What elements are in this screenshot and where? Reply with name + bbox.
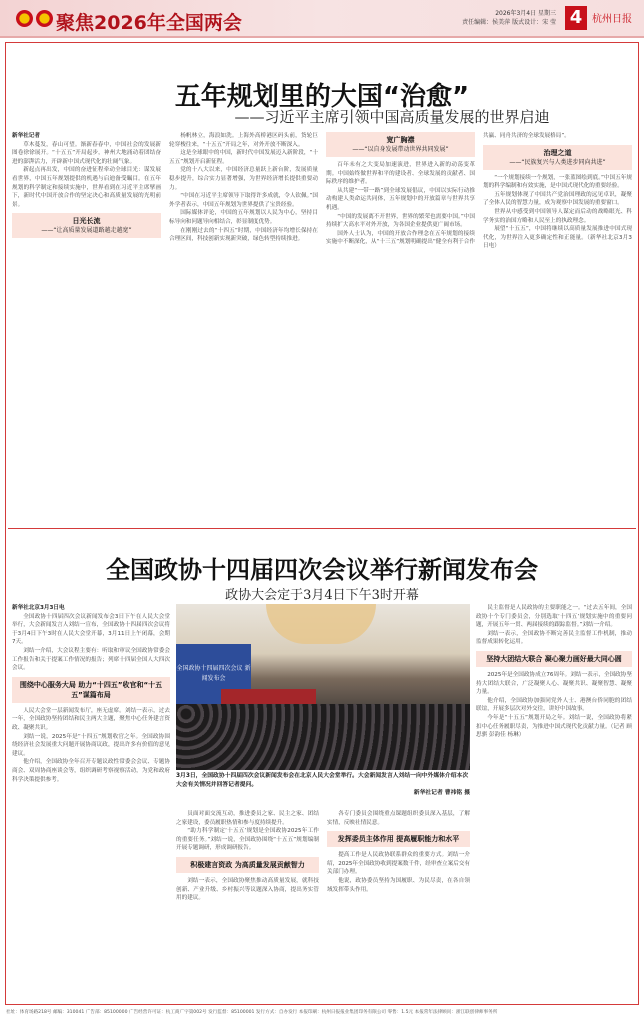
paragraph: 展望“十五五”，中国将继续以高质量发展推进中国式现代化，为世界注入更多确定性和正能量。（新华社北京3月3日电） bbox=[483, 226, 632, 250]
subheading-title: 治理之道 bbox=[543, 148, 572, 157]
subheading-quote: ——“以自身发展带动世界共同发展” bbox=[352, 146, 449, 153]
paragraph: 2025年是全国政协成立76周年。刘结一表示，全国政协坚持大团结大联合，广泛凝聚人心、凝聚共识、凝聚智慧、凝聚力量。 bbox=[476, 671, 632, 696]
paragraph: 提高工作是人民政协联系群众的重要方式。刘结一介绍，2025年全国政协收到提案数千件，经审查立案后交有关部门办理。 bbox=[327, 852, 470, 876]
article2-middle-columns bbox=[176, 810, 470, 1002]
paragraph: 新华社北京3月3日电 bbox=[12, 605, 65, 611]
paragraph: 百年未有之大变局加速演进，世界进入新的动荡变革期。中国始终做世界和平的建设者、全球发展的贡献者、国际秩序的维护者。 bbox=[326, 162, 475, 186]
subheading bbox=[176, 857, 319, 873]
article2-title: 全国政协十四届四次会议举行新闻发布会 bbox=[106, 556, 538, 584]
paragraph: 世界从中感受到中国领导人谋定而后动的战略眼光、科学务实的治国方略和人民至上的执政理念。 bbox=[483, 208, 632, 224]
paragraph: 他说，政协委员坚持为国履职、为民尽责，在各自领域发挥带头作用。 bbox=[327, 877, 470, 893]
article1-title: 五年规划里的大国“治愈” bbox=[174, 82, 470, 112]
newspaper-logo: 杭州日报 bbox=[592, 14, 632, 25]
caption-text: 3月3日，全国政协十四届四次会议新闻发布会在北京人民大会堂举行。大会新闻发言人刘结一向中外媒体介绍本次大会有关情况并回答记者提问。 bbox=[176, 773, 469, 788]
page-number: 4 bbox=[565, 6, 587, 30]
article2-subtitle: 政协大会定于3月4日下午3时开幕 bbox=[225, 588, 419, 603]
banner-screen: 全国政协十四届四次会议 新闻发布会 bbox=[176, 644, 251, 709]
footer-info: 社址：体育场路218号 邮编：310041 广告部：85100000 广告经营许可证：杭工商广字第002号 发行监督：85100001 发行方式：自办发行 本报印刷：杭州日报报业集团印务有限公司 零售：1.5元 本报常年法律顾问：浙江联创律师事务所 bbox=[6, 1010, 498, 1015]
subheading bbox=[327, 831, 470, 847]
photo-caption bbox=[176, 772, 470, 798]
article2-right-column bbox=[476, 604, 632, 1002]
subheading-title: 围绕中心服务大局 助力“十四五”收官和“十五五”谋篇布局 bbox=[19, 680, 163, 699]
photo-credit: 新华社记者 曹祎铭 摄 bbox=[413, 790, 470, 796]
header-meta bbox=[462, 9, 556, 27]
subheading-title: 积极建言资政 为高质量发展贡献智力 bbox=[190, 860, 305, 869]
cppcc-emblem-icon bbox=[36, 10, 53, 27]
issue-date: 2026年3月4日 星期三 bbox=[495, 10, 556, 17]
paragraph: 各专门委员会围绕重点课题组织委员深入基层，了解实情，反映社情民意。 bbox=[327, 811, 470, 826]
paragraph: 国际媒体评论，中国的五年规划以人民为中心，坚持目标导向和问题导向相结合，彰显制度优势。 bbox=[169, 210, 318, 225]
paragraph: “助力科学制定‘十五五’规划是全国政协2025年工作的重要任务。”刘结一说，全国政协围绕“十五五”规划编制开展专题调研，形成调研报告。 bbox=[176, 828, 319, 852]
divider bbox=[8, 528, 636, 529]
paragraph: 这是全球眼中的中国，新时代中国发展迈入新阶段，“十五五”规划开启新征程。 bbox=[169, 150, 318, 165]
subheading bbox=[326, 132, 475, 157]
paragraph: 五年规划体现了中国共产党治国理政的远见卓识，凝聚了全体人民的智慧力量，成为观察中国发展的重要窗口。 bbox=[483, 191, 632, 207]
subheading bbox=[12, 213, 161, 238]
subheading bbox=[483, 145, 632, 170]
paragraph: 新华社记者 bbox=[12, 133, 40, 139]
paragraph: 杨帆林立，海浪如洗。上海外高桥港区码头前，货轮巨轮穿梭往来，“十五五”开局之年，对外开放不断深入。 bbox=[169, 133, 318, 148]
paragraph: 在刚刚过去的“十四五”时期，中国经济年均增长保持在合理区间，科技创新实现新突破，绿色转型持续推进。 bbox=[169, 227, 318, 243]
paragraph: 刘结一介绍，大会议程主要有：听取和审议全国政协常委会工作报告和关于提案工作情况的报告；列席十四届全国人大四次会议。 bbox=[12, 647, 170, 672]
subheading-title: 宽广胸襟 bbox=[386, 136, 415, 144]
paragraph: 全国政协十四届四次会议新闻发布会3日下午在人民大会堂举行，大会新闻发言人刘结一宣布，全国政协十四届四次会议将于3月4日下午3时在人民大会堂开幕，3月11日上午闭幕，会期7天。 bbox=[12, 613, 170, 646]
paragraph: 国外人士认为，中国的开放合作理念在五年规划的接续实施中不断深化，从“十三五”规划明确提出“健全有利于合作共赢、同舟共济的全球发展格局”。 bbox=[326, 133, 570, 246]
paragraph: “中国在习近平主席领导下取得许多成就，令人钦佩。”国外学者表示，中国五年规划为世界提供了宝贵经验。 bbox=[169, 193, 318, 208]
subheading-title: 坚持大团结大联合 凝心聚力画好最大同心圆 bbox=[486, 654, 622, 663]
paragraph: 从共建“一带一路”到全球发展倡议，中国以实际行动推动构建人类命运共同体，五年规划中的开放篇章与世界共享机遇。 bbox=[326, 187, 475, 211]
paragraph: 他介绍，全国政协全年召开专题议政性常委会会议、专题协商会、双周协商座谈会等，组织调研考察视察活动，为党和政府科学决策提供参考。 bbox=[12, 759, 170, 783]
article1-body bbox=[12, 132, 632, 524]
editors: 责任编辑：侯美萍 版式设计：宋 莹 bbox=[462, 19, 556, 26]
paragraph: 人民大会堂一层新闻发布厅，座无虚席。刘结一表示，过去一年，全国政协坚持团结和民主两大主题，聚焦中心任务建言资政、凝聚共识。 bbox=[12, 707, 170, 731]
paragraph: 刘结一表示，全国政协不断完善民主监督工作机制，推动监督成果转化运用。 bbox=[476, 630, 632, 646]
article2-left-column bbox=[12, 604, 170, 1002]
ceiling-decor bbox=[266, 604, 376, 644]
subheading-quote: ——“让高质量发展道路越走越宽” bbox=[41, 227, 132, 235]
paragraph: 新起点再出发，中国的奋进征程牵动全球目光：谋发展看世界，中国五年规划提供的机遇与启迪备受瞩目。在五年规划的科学制定和接续实施中，世界看到在习近平主席擘画下，新时代中国开放合作的坚定决心和高质量发展的光明前景。 bbox=[12, 167, 161, 208]
paragraph: 民主监督是人民政协的主要职能之一。“过去五年间，全国政协十个专门委员会，分别选取‘十四五’规划实施中的重要问题，开展五年一贯、两届接续的跟踪监督。”刘结一介绍。 bbox=[476, 605, 632, 629]
paragraph: “一个规划接续一个规划，一张蓝图绘到底。”中国五年规划的科学编制和有效实施，是中国式现代化的重要经验。 bbox=[483, 174, 632, 190]
audience bbox=[176, 704, 470, 770]
paragraph: 刘结一说，2025年是“十四五”规划收官之年。全国政协围绕经济社会发展重大问题开展协商议政，提出许多有价值的意见建议。 bbox=[12, 733, 170, 757]
subheading bbox=[12, 677, 170, 703]
subheading-title: 发挥委员主体作用 提高履职能力和水平 bbox=[337, 835, 460, 844]
paragraph: 他介绍，全国政协加强同党外人士、港澳台侨同胞的团结联谊，开展多层次对外交往，讲好中国故事。 bbox=[476, 697, 632, 713]
article1-subtitle: ——习近平主席引领中国高质量发展的世界启迪 bbox=[234, 108, 550, 126]
paragraph: 草木蔓发，春山可望。渐新春春中，中国社会的发展新图卷徐徐展开。“十五五”开局起步，神州大地涌动着团结奋进的澎湃活力，开辟新中国式现代化的壮阔气象。 bbox=[12, 141, 161, 165]
section-title: 聚焦2026年全国两会 bbox=[56, 12, 242, 34]
national-emblem-icon bbox=[16, 10, 33, 27]
paragraph: “中国的发展离不开世界，世界的繁荣也需要中国。”中国持续扩大高水平对外开放，为各国企业提供更广阔市场。 bbox=[326, 213, 475, 229]
page-header bbox=[0, 0, 644, 38]
paragraph: 今年是“十五五”规划开局之年。刘结一说，全国政协将紧扣中心任务履职尽责，为推进中国式现代化贡献力量。（记者 顾思骐 彭韵佳 杨琳） bbox=[476, 714, 632, 739]
press-conference-photo bbox=[176, 604, 470, 770]
paragraph: 员面对面交流互动，推进委员之家、民主之家、团结之家建设，委员履职热情和参与度持续提升。 bbox=[176, 811, 319, 826]
subheading-title: 日光长流 bbox=[72, 217, 101, 226]
paragraph: 刘结一表示，全国政协聚焦推动高质量发展，就科技创新、产业升级、乡村振兴等议题深入协商，提出务实管用的建议。 bbox=[176, 877, 319, 902]
paragraph: 党的十八大以来，中国经济总量跃上新台阶，发展质量稳步提升，综合实力显著增强，为世界经济增长提供重要动力。 bbox=[169, 167, 318, 191]
subheading-quote: ——“民族复兴与人类进步同向共进” bbox=[509, 158, 606, 166]
subheading bbox=[476, 651, 632, 667]
